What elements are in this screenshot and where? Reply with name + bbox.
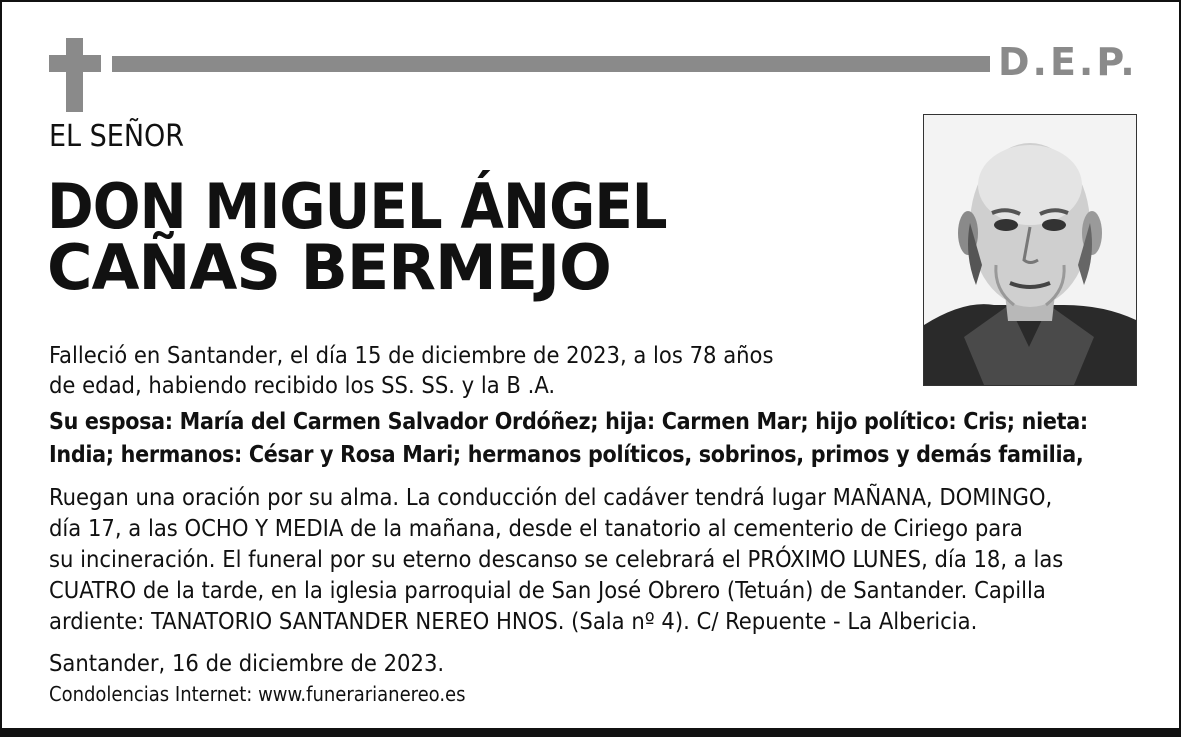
service-line: CUATRO de la tarde, en la iglesia parroquial de San José Obrero (Tetuán) de Santander. Capilla xyxy=(49,576,1046,604)
deceased-name-line-1: DON MIGUEL ÁNGEL xyxy=(47,170,667,243)
service-line: ardiente: TANATORIO SANTANDER NEREO HNOS. (Sala nº 4). C/ Repuente - La Albericia. xyxy=(49,607,978,635)
family-line: India; hermanos: César y Rosa Mari; hermanos políticos, sobrinos, primos y demás familia, xyxy=(49,442,1084,468)
dep-label: D.E.P. xyxy=(998,40,1138,84)
family-line: Su esposa: María del Carmen Salvador Ordóñez; hija: Carmen Mar; hijo político: Cris; nieta: xyxy=(49,409,1088,435)
service-line: día 17, a las OCHO Y MEDIA de la mañana, desde el tanatorio al cementerio de Ciriego para xyxy=(49,514,1023,542)
deceased-name-line-2: CAÑAS BERMEJO xyxy=(47,231,611,304)
service-line: su incineración. El funeral por su eterno descanso se celebrará el PRÓXIMO LUNES, día 18, a las xyxy=(49,545,1064,573)
service-line: Ruegan una oración por su alma. La conducción del cadáver tendrá lugar MAÑANA, DOMINGO, xyxy=(49,483,1053,511)
death-notice-line: de edad, habiendo recibido los SS. SS. y la B .A. xyxy=(49,371,556,399)
condolences-link: Condolencias Internet: www.funerarianereo.es xyxy=(49,682,466,706)
honorific-prefix: EL SEÑOR xyxy=(49,119,185,154)
deceased-portrait xyxy=(923,114,1137,386)
header-rule xyxy=(112,56,990,72)
place-date: Santander, 16 de diciembre de 2023. xyxy=(49,649,445,677)
cross-icon xyxy=(49,38,101,112)
death-notice-line: Falleció en Santander, el día 15 de diciembre de 2023, a los 78 años xyxy=(49,341,774,369)
